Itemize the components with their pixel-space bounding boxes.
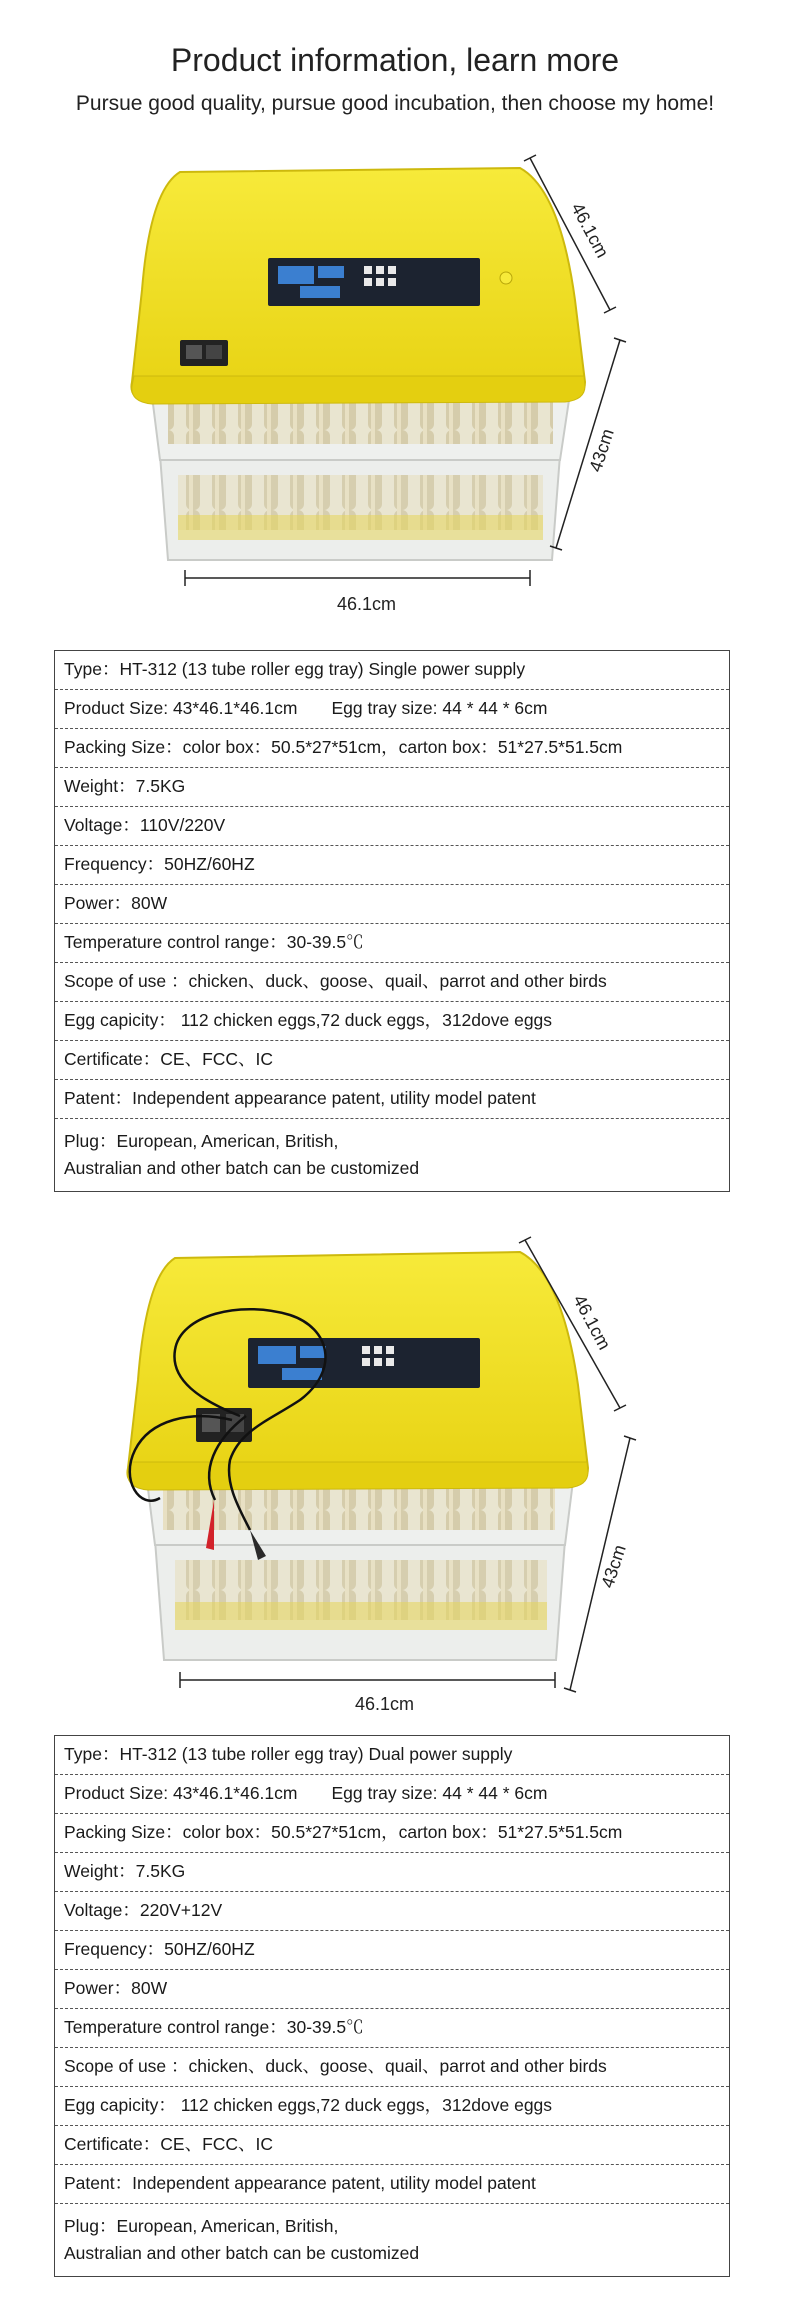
- spec-frequency: Frequency：50HZ/60HZ: [55, 1931, 730, 1970]
- spec-type: Type：HT-312 (13 tube roller egg tray) Dual power supply: [55, 1736, 730, 1775]
- table-row: [55, 1892, 730, 1931]
- spec-weight: Weight：7.5KG: [55, 768, 730, 807]
- table-row: [55, 729, 730, 768]
- table-row: [55, 690, 730, 729]
- table-row: [55, 1041, 730, 1080]
- spec-patent: Patent：Independent appearance patent, utility model patent: [55, 2165, 730, 2204]
- incubator-photo-dual-power: [0, 1230, 790, 1730]
- table-row: [55, 924, 730, 963]
- table-row: [55, 2087, 730, 2126]
- table-row: [55, 1775, 730, 1814]
- spec-product-size: Product Size: 43*46.1*46.1cm: [64, 1783, 298, 1804]
- incubator-illustration: [0, 1230, 790, 1730]
- table-row: [55, 846, 730, 885]
- spec-temperature: Temperature control range：30-39.5℃: [55, 924, 730, 963]
- incubator-illustration: [0, 150, 790, 620]
- table-row: [55, 1814, 730, 1853]
- depth-dimension-label: 46.1cm: [567, 199, 613, 262]
- spec-sizes: [55, 690, 730, 729]
- spec-table-dual-power: [54, 1735, 730, 2277]
- table-row: [55, 807, 730, 846]
- spec-frequency: Frequency：50HZ/60HZ: [55, 846, 730, 885]
- spec-plug: [55, 1119, 730, 1192]
- table-row: [55, 1119, 730, 1192]
- table-row: [55, 1002, 730, 1041]
- table-row: [55, 2009, 730, 2048]
- spec-voltage: Voltage：220V+12V: [55, 1892, 730, 1931]
- table-row: [55, 1853, 730, 1892]
- height-dimension-label: 43cm: [597, 1542, 630, 1591]
- table-row: [55, 2048, 730, 2087]
- spec-egg-capacity: Egg capicity： 112 chicken eggs,72 duck eggs，312dove eggs: [55, 1002, 730, 1041]
- spec-power: Power：80W: [55, 885, 730, 924]
- table-row: [55, 1931, 730, 1970]
- spec-weight: Weight：7.5KG: [55, 1853, 730, 1892]
- table-row: [55, 2126, 730, 2165]
- spec-certificate: Certificate：CE、FCC、IC: [55, 2126, 730, 2165]
- spec-certificate: Certificate：CE、FCC、IC: [55, 1041, 730, 1080]
- spec-scope: Scope of use ：chicken、duck、goose、quail、parrot and other birds: [55, 963, 730, 1002]
- incubator-photo-single-power: [0, 150, 790, 620]
- page-subtitle: Pursue good quality, pursue good incubation, then choose my home!: [75, 92, 715, 115]
- spec-voltage: Voltage：110V/220V: [55, 807, 730, 846]
- table-row: [55, 1970, 730, 2009]
- spec-patent: Patent：Independent appearance patent, utility model patent: [55, 1080, 730, 1119]
- height-dimension-label: 43cm: [585, 426, 618, 475]
- table-row: [55, 2165, 730, 2204]
- spec-scope: Scope of use ：chicken、duck、goose、quail、parrot and other birds: [55, 2048, 730, 2087]
- spec-egg-capacity: Egg capicity： 112 chicken eggs,72 duck eggs，312dove eggs: [55, 2087, 730, 2126]
- width-dimension-label: 46.1cm: [355, 1694, 415, 1714]
- table-row: [55, 768, 730, 807]
- spec-sizes: [55, 1775, 730, 1814]
- spec-plug-line-2: Australian and other batch can be customized: [64, 1158, 420, 1178]
- table-row: [55, 2204, 730, 2277]
- spec-temperature: Temperature control range：30-39.5℃: [55, 2009, 730, 2048]
- table-row: [55, 1736, 730, 1775]
- spec-table-single-power: [54, 650, 730, 1192]
- spec-packing-size: Packing Size：color box：50.5*27*51cm，carton box：51*27.5*51.5cm: [55, 729, 730, 768]
- spec-plug-line-2: Australian and other batch can be customized: [64, 2243, 420, 2263]
- table-row: [55, 963, 730, 1002]
- spec-egg-tray-size: Egg tray size: 44 * 44 * 6cm: [331, 698, 548, 719]
- table-row: [55, 651, 730, 690]
- width-dimension-label: 46.1cm: [337, 594, 397, 614]
- spec-plug-line-1: Plug：European, American, British,: [64, 1130, 339, 1151]
- table-row: [55, 885, 730, 924]
- spec-plug: [55, 2204, 730, 2277]
- page-title: Product information, learn more: [170, 42, 620, 78]
- spec-product-size: Product Size: 43*46.1*46.1cm: [64, 698, 298, 719]
- spec-type: Type：HT-312 (13 tube roller egg tray) Single power supply: [55, 651, 730, 690]
- spec-power: Power：80W: [55, 1970, 730, 2009]
- spec-plug-line-1: Plug：European, American, British,: [64, 2215, 339, 2236]
- spec-packing-size: Packing Size：color box：50.5*27*51cm，carton box：51*27.5*51.5cm: [55, 1814, 730, 1853]
- table-row: [55, 1080, 730, 1119]
- spec-egg-tray-size: Egg tray size: 44 * 44 * 6cm: [331, 1783, 548, 1804]
- depth-dimension-label: 46.1cm: [569, 1291, 615, 1354]
